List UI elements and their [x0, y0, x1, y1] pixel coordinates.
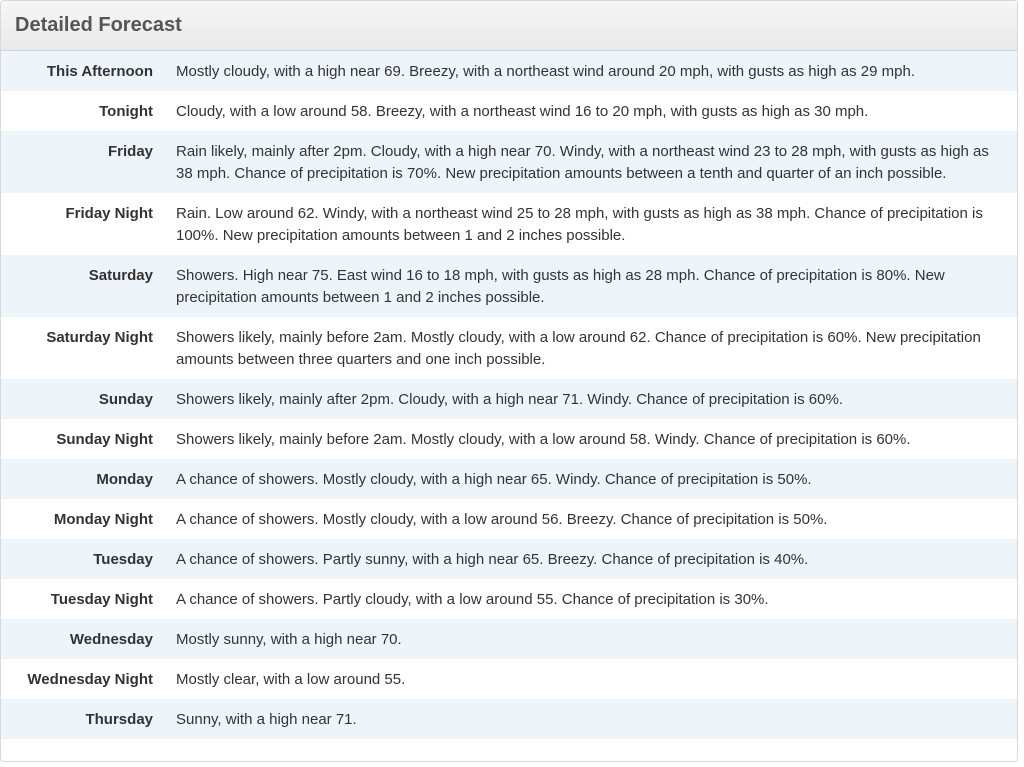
forecast-text: Cloudy, with a low around 58. Breezy, with a northeast wind 16 to 20 mph, with gusts as high as 30 mph. [176, 103, 869, 120]
forecast-text: Showers likely, mainly before 2am. Mostly cloudy, with a low around 58. Windy. Chance of precipitation is 60%. [176, 431, 911, 448]
forecast-row [1, 579, 1017, 619]
forecast-period: This Afternoon [46, 63, 153, 80]
forecast-row [1, 459, 1017, 499]
forecast-period: Saturday [88, 267, 153, 284]
forecast-period: Monday [96, 471, 153, 488]
forecast-text: Rain likely, mainly after 2pm. Cloudy, with a high near 70. Windy, with a northeast wind 23 to 28 mph, with gusts as high as 38 mph. Chance of precipitation is 70%. New precipitation amounts between a tenth and quarter of an inch possible. [176, 143, 989, 182]
forecast-row [1, 499, 1017, 539]
forecast-row [1, 193, 1017, 255]
forecast-period: Tonight [99, 103, 153, 120]
forecast-period: Tuesday Night [50, 591, 153, 608]
forecast-period: Sunday [98, 391, 153, 408]
forecast-row [1, 419, 1017, 459]
forecast-row [1, 255, 1017, 317]
forecast-period: Wednesday Night [27, 671, 153, 688]
forecast-text: Mostly cloudy, with a high near 69. Breezy, with a northeast wind around 20 mph, with gusts as high as 29 mph. [176, 63, 916, 80]
forecast-row [1, 317, 1017, 379]
forecast-row [1, 539, 1017, 579]
forecast-row [1, 379, 1017, 419]
forecast-period: Sunday Night [56, 431, 153, 448]
forecast-text: A chance of showers. Mostly cloudy, with a high near 65. Windy. Chance of precipitation is 50%. [176, 471, 812, 488]
forecast-row [1, 91, 1017, 131]
panel-header [1, 1, 1017, 51]
forecast-text: Rain. Low around 62. Windy, with a northeast wind 25 to 28 mph, with gusts as high as 38 mph. Chance of precipitation is 100%. New precipitation amounts between 1 and 2 inches possible. [176, 205, 983, 244]
forecast-row [1, 131, 1017, 193]
forecast-text: Showers. High near 75. East wind 16 to 18 mph, with gusts as high as 28 mph. Chance of precipitation is 80%. New precipitation amounts between 1 and 2 inches possible. [176, 267, 945, 306]
forecast-period: Saturday Night [46, 329, 153, 346]
panel-title: Detailed Forecast [15, 14, 182, 36]
forecast-period: Monday Night [53, 511, 153, 528]
forecast-text: Mostly clear, with a low around 55. [176, 671, 406, 688]
forecast-text: Mostly sunny, with a high near 70. [176, 631, 402, 648]
forecast-period: Thursday [85, 711, 153, 728]
forecast-text: A chance of showers. Partly cloudy, with a low around 55. Chance of precipitation is 30%. [176, 591, 769, 608]
forecast-text: A chance of showers. Mostly cloudy, with a low around 56. Breezy. Chance of precipitation is 50%. [176, 511, 828, 528]
forecast-text: Sunny, with a high near 71. [176, 711, 357, 728]
forecast-period: Friday Night [65, 205, 153, 222]
forecast-row [1, 699, 1017, 739]
forecast-row [1, 659, 1017, 699]
forecast-period: Friday [107, 143, 153, 160]
forecast-row [1, 51, 1017, 91]
forecast-text: Showers likely, mainly before 2am. Mostly cloudy, with a low around 62. Chance of precipitation is 60%. New precipitation amounts between three quarters and one inch possible. [176, 329, 981, 368]
forecast-text: A chance of showers. Partly sunny, with a high near 65. Breezy. Chance of precipitation is 40%. [176, 551, 809, 568]
forecast-text: Showers likely, mainly after 2pm. Cloudy, with a high near 71. Windy. Chance of precipitation is 60%. [176, 391, 843, 408]
forecast-list [1, 51, 1017, 739]
forecast-period: Wednesday [69, 631, 153, 648]
forecast-period: Tuesday [93, 551, 153, 568]
forecast-row [1, 619, 1017, 659]
